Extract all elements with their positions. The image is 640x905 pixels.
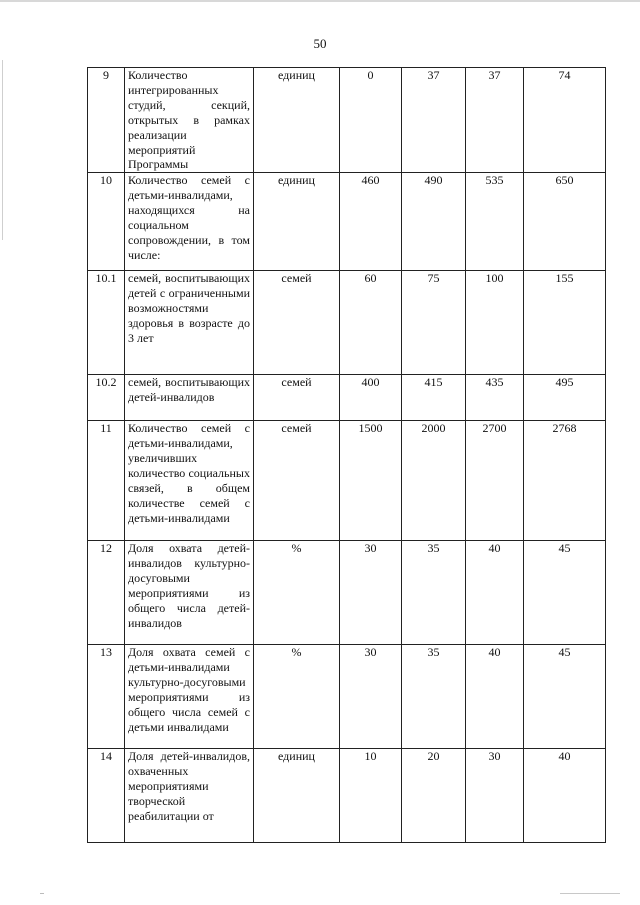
row-number: 12 bbox=[88, 541, 125, 645]
value-cell: 74 bbox=[524, 68, 606, 173]
unit-cell: семей bbox=[254, 421, 340, 541]
page-number: 50 bbox=[313, 36, 327, 51]
table-row bbox=[88, 645, 606, 749]
indicator-name: Количество интегрированных студий, секций, открытых в рамках реализации мероприятий Программы bbox=[125, 68, 254, 173]
value-cell: 495 bbox=[524, 375, 606, 421]
value-cell: 37 bbox=[402, 68, 466, 173]
scan-edge-mark bbox=[40, 893, 44, 894]
row-number: 10 bbox=[88, 173, 125, 271]
value-cell: 2700 bbox=[466, 421, 524, 541]
value-cell: 75 bbox=[402, 271, 466, 375]
value-cell: 40 bbox=[524, 749, 606, 843]
scan-edge-mark bbox=[560, 893, 620, 894]
unit-cell: единиц bbox=[254, 173, 340, 271]
unit-cell: семей bbox=[254, 271, 340, 375]
value-cell: 155 bbox=[524, 271, 606, 375]
scan-edge-mark bbox=[2, 60, 3, 240]
value-cell: 100 bbox=[466, 271, 524, 375]
value-cell: 45 bbox=[524, 541, 606, 645]
value-cell: 2768 bbox=[524, 421, 606, 541]
value-cell: 35 bbox=[402, 541, 466, 645]
table-row bbox=[88, 173, 606, 271]
unit-cell: единиц bbox=[254, 68, 340, 173]
value-cell: 40 bbox=[466, 645, 524, 749]
value-cell: 60 bbox=[340, 271, 402, 375]
value-cell: 10 bbox=[340, 749, 402, 843]
value-cell: 20 bbox=[402, 749, 466, 843]
indicator-name: Доля охвата детей-инвалидов культурно-досуговыми мероприятиями из общего числа детей-инвалидов bbox=[125, 541, 254, 645]
unit-cell: % bbox=[254, 645, 340, 749]
value-cell: 650 bbox=[524, 173, 606, 271]
unit-cell: единиц bbox=[254, 749, 340, 843]
row-number: 9 bbox=[88, 68, 125, 173]
table-row bbox=[88, 541, 606, 645]
indicator-name: Количество семей с детьми-инвалидами, увеличивших количество социальных связей, в общем количестве семей с детьми-инвалидами bbox=[125, 421, 254, 541]
table-row bbox=[88, 421, 606, 541]
indicator-name: Количество семей с детьми-инвалидами, находящихся на социальном сопровождении, в том числе: bbox=[125, 173, 254, 271]
value-cell: 0 bbox=[340, 68, 402, 173]
value-cell: 30 bbox=[340, 541, 402, 645]
value-cell: 37 bbox=[466, 68, 524, 173]
value-cell: 2000 bbox=[402, 421, 466, 541]
value-cell: 490 bbox=[402, 173, 466, 271]
value-cell: 415 bbox=[402, 375, 466, 421]
table-row bbox=[88, 749, 606, 843]
unit-cell: % bbox=[254, 541, 340, 645]
row-number: 11 bbox=[88, 421, 125, 541]
top-edge-rule bbox=[0, 0, 640, 2]
table-row bbox=[88, 375, 606, 421]
indicators-table bbox=[87, 67, 606, 843]
indicator-name: Доля охвата семей с детьми-инвалидами культурно-досуговыми мероприятиями из общего числа семей с детьми инвалидами bbox=[125, 645, 254, 749]
unit-cell: семей bbox=[254, 375, 340, 421]
table-row bbox=[88, 271, 606, 375]
row-number: 10.1 bbox=[88, 271, 125, 375]
value-cell: 35 bbox=[402, 645, 466, 749]
value-cell: 1500 bbox=[340, 421, 402, 541]
value-cell: 40 bbox=[466, 541, 524, 645]
value-cell: 435 bbox=[466, 375, 524, 421]
row-number: 10.2 bbox=[88, 375, 125, 421]
indicator-name: семей, воспитывающих детей-инвалидов bbox=[125, 375, 254, 421]
value-cell: 460 bbox=[340, 173, 402, 271]
value-cell: 400 bbox=[340, 375, 402, 421]
value-cell: 45 bbox=[524, 645, 606, 749]
indicator-name: Доля детей-инвалидов, охваченных мероприятиями творческой реабилитации от bbox=[125, 749, 254, 843]
value-cell: 30 bbox=[340, 645, 402, 749]
row-number: 14 bbox=[88, 749, 125, 843]
indicator-name: семей, воспитывающих детей с ограниченными возможностями здоровья в возрасте до 3 лет bbox=[125, 271, 254, 375]
value-cell: 535 bbox=[466, 173, 524, 271]
row-number: 13 bbox=[88, 645, 125, 749]
value-cell: 30 bbox=[466, 749, 524, 843]
table-row bbox=[88, 68, 606, 173]
